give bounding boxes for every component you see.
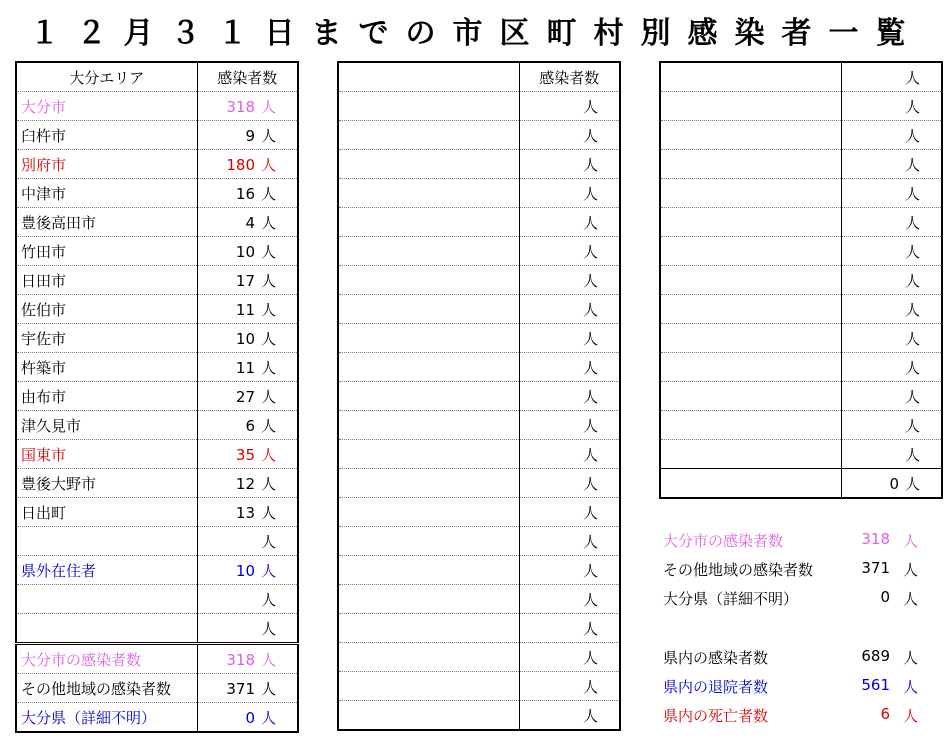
total-row [660,469,942,499]
table-row [338,701,620,731]
count-value: 11 [235,358,255,377]
header-area [338,62,519,92]
table-row [338,382,620,411]
area-name: 由布市 [16,382,197,411]
count-value: 11 [235,300,255,319]
area-name [338,643,519,672]
table-row [660,440,942,469]
unit-label: 人 [583,619,599,638]
summary-row [658,588,920,610]
unit-label: 人 [583,503,599,522]
table-row [660,295,942,324]
table-row [338,121,620,150]
area-name [660,237,841,266]
area-table-2 [337,61,621,731]
summary-value: 689 [861,647,890,665]
count-cell [197,703,298,733]
count-cell [197,644,298,674]
area-name [660,208,841,237]
table-row [338,556,620,585]
area-name [338,179,519,208]
area-name: 日田市 [16,266,197,295]
count-cell [197,266,298,295]
count-cell [841,266,942,295]
area-name: 大分市の感染者数 [16,644,197,674]
unit-label: 人 [583,416,599,435]
area-name [338,353,519,382]
area-name: 国東市 [16,440,197,469]
count-cell [519,179,620,208]
unit-label: 人 [583,126,599,145]
area-name [338,411,519,440]
unit-label: 人 [261,358,277,377]
count-cell [197,179,298,208]
area-name [338,498,519,527]
table-row [338,585,620,614]
count-value: 10 [235,329,255,348]
summary-value: 0 [880,588,890,606]
table-row [338,208,620,237]
unit-label: 人 [902,532,918,550]
area-name: 大分市 [16,92,197,121]
header-count: 感染者数 [217,68,278,87]
table-row [16,324,298,353]
summary-row [658,647,920,669]
area-name [338,266,519,295]
unit-label: 人 [905,329,921,348]
unit-label: 人 [261,300,277,319]
area-name [338,150,519,179]
unit-label: 人 [261,590,277,609]
unit-label: 人 [583,387,599,406]
count-cell [519,585,620,614]
count-cell [519,92,620,121]
summary-row [658,530,920,552]
summary-label: 県内の退院者数 [663,678,769,696]
count-cell [519,237,620,266]
unit-label: 人 [261,650,277,669]
count-cell [519,498,620,527]
unit-label: 人 [905,126,921,145]
unit-label: 人 [583,271,599,290]
table-row [16,382,298,411]
count-cell [197,121,298,150]
unit-label: 人 [583,155,599,174]
table-row [16,237,298,266]
unit-label: 人 [261,242,277,261]
unit-label: 人 [261,271,277,290]
unit-label: 人 [261,184,277,203]
area-name [660,440,841,469]
table-row [338,527,620,556]
oita-area-table [15,61,299,733]
unit-label: 人 [583,97,599,116]
count-value: 4 [245,213,255,232]
table-row [338,411,620,440]
count-cell [841,92,942,121]
table-row [16,469,298,498]
summary-row [658,676,920,698]
unit-label: 人 [902,707,918,725]
area-name [16,614,197,644]
count-cell [197,237,298,266]
table-row [660,237,942,266]
count-cell [197,614,298,644]
summary-row [658,559,920,581]
unit-label: 人 [583,474,599,493]
count-cell [519,411,620,440]
area-name: 豊後高田市 [16,208,197,237]
summary-row [658,705,920,727]
table-row [16,295,298,324]
area-name [660,150,841,179]
unit-label: 人 [261,532,277,551]
summary-label: その他地域の感染者数 [663,561,814,579]
summary-label: 県内の感染者数 [663,649,769,667]
summary-value: 318 [861,530,890,548]
table-row [338,266,620,295]
unit-label: 人 [261,708,277,727]
unit-label: 人 [902,678,918,696]
count-cell [519,266,620,295]
area-name [338,237,519,266]
unit-label: 人 [905,97,921,116]
area-name [338,527,519,556]
count-cell [197,498,298,527]
unit-label: 人 [261,445,277,464]
area-name [338,585,519,614]
unit-label: 人 [261,213,277,232]
area-name: 杵築市 [16,353,197,382]
area-name: 佐伯市 [16,295,197,324]
table-row [338,92,620,121]
area-name: 大分県（詳細不明） [16,703,197,733]
table-row [338,440,620,469]
unit-label: 人 [261,503,277,522]
table-row [16,179,298,208]
count-cell [197,469,298,498]
area-name [660,324,841,353]
unit-label: 人 [261,387,277,406]
table-row [660,266,942,295]
table-row [16,556,298,585]
count-value: 180 [226,155,255,174]
area-name: その他地域の感染者数 [16,674,197,703]
count-value: 35 [235,445,255,464]
unit-label: 人 [583,648,599,667]
unit-label: 人 [902,561,918,579]
count-cell [197,150,298,179]
count-cell [197,674,298,703]
count-cell [197,585,298,614]
area-name: 臼杵市 [16,121,197,150]
table-row [16,411,298,440]
unit-label: 人 [905,155,921,174]
unit-label: 人 [583,590,599,609]
count-cell [197,295,298,324]
area-name: 別府市 [16,150,197,179]
count-value: 371 [226,679,255,698]
unit-label: 人 [583,242,599,261]
table-row [338,614,620,643]
count-cell [519,121,620,150]
table-row [16,266,298,295]
summary-label: 県内の死亡者数 [663,707,769,725]
area-name [660,266,841,295]
table-row [660,324,942,353]
table-row [660,62,942,92]
table-header [338,62,620,92]
count-cell [841,411,942,440]
area-table-3 [659,61,943,499]
area-name [338,701,519,731]
count-value: 12 [235,474,255,493]
table-row [660,382,942,411]
count-cell [841,353,942,382]
count-cell [519,150,620,179]
area-name [338,295,519,324]
total-row [16,644,298,674]
table-row [16,353,298,382]
count-value: 17 [235,271,255,290]
unit-label: 人 [905,474,921,493]
unit-label: 人 [902,649,918,667]
unit-label: 人 [261,474,277,493]
unit-label: 人 [905,184,921,203]
count-value: 6 [245,416,255,435]
area-name [660,382,841,411]
table-row [660,208,942,237]
count-value: 0 [245,708,255,727]
table-row [16,92,298,121]
table-row [338,237,620,266]
area-name [338,382,519,411]
unit-label: 人 [905,300,921,319]
count-cell [197,324,298,353]
count-cell [519,295,620,324]
count-cell [841,382,942,411]
unit-label: 人 [905,445,921,464]
unit-label: 人 [905,242,921,261]
summary-value: 371 [861,559,890,577]
table-row [338,295,620,324]
count-cell [841,295,942,324]
count-cell [519,324,620,353]
header-count: 感染者数 [539,68,600,87]
count-cell [197,411,298,440]
area-name [338,469,519,498]
area-name [660,469,841,499]
count-cell [519,382,620,411]
area-name: 宇佐市 [16,324,197,353]
count-value: 0 [889,474,899,493]
header-area: 大分エリア [16,62,197,92]
count-cell [841,237,942,266]
area-name [338,614,519,643]
count-cell [519,556,620,585]
table-row [338,353,620,382]
count-cell [519,614,620,643]
unit-label: 人 [905,416,921,435]
unit-label: 人 [905,358,921,377]
unit-label: 人 [583,706,599,725]
area-name: 県外在住者 [16,556,197,585]
count-cell [519,672,620,701]
area-name [660,121,841,150]
unit-label: 人 [261,619,277,638]
table-row [660,411,942,440]
count-cell [519,208,620,237]
table-row [16,498,298,527]
unit-label: 人 [583,329,599,348]
area-name [16,585,197,614]
count-value: 318 [226,650,255,669]
unit-label: 人 [261,97,277,116]
table-row [16,585,298,614]
count-cell [519,527,620,556]
table-row [660,92,942,121]
count-cell [841,440,942,469]
area-name [338,208,519,237]
table-row [660,179,942,208]
unit-label: 人 [261,416,277,435]
unit-label: 人 [583,213,599,232]
count-value: 318 [226,97,255,116]
table-row [338,498,620,527]
unit-label: 人 [261,155,277,174]
unit-label: 人 [905,68,921,87]
unit-label: 人 [905,387,921,406]
area-name: 中津市 [16,179,197,208]
area-name [660,411,841,440]
area-name [660,295,841,324]
unit-label: 人 [261,561,277,580]
table-row [16,208,298,237]
table-row [338,150,620,179]
count-value: 10 [235,242,255,261]
table-row [660,150,942,179]
area-name [338,672,519,701]
count-value: 13 [235,503,255,522]
unit-label: 人 [583,445,599,464]
table-row [660,121,942,150]
total-row [16,674,298,703]
table-row [16,150,298,179]
area-name [660,92,841,121]
table-row [338,672,620,701]
table-row [16,440,298,469]
unit-label: 人 [261,679,277,698]
area-name: 日出町 [16,498,197,527]
count-cell [197,208,298,237]
area-name [338,121,519,150]
unit-label: 人 [583,300,599,319]
table-row [16,614,298,644]
count-cell [841,150,942,179]
area-name: 津久見市 [16,411,197,440]
table-row [338,643,620,672]
table-header [16,62,298,92]
count-cell [519,440,620,469]
area-name: 竹田市 [16,237,197,266]
unit-label: 人 [583,561,599,580]
area-name [660,179,841,208]
count-cell [519,353,620,382]
count-value: 27 [235,387,255,406]
count-cell [841,324,942,353]
area-name [660,62,841,92]
table-row [660,353,942,382]
area-name [338,556,519,585]
count-cell [841,62,942,92]
count-cell [197,382,298,411]
unit-label: 人 [583,532,599,551]
unit-label: 人 [583,358,599,377]
unit-label: 人 [261,329,277,348]
count-cell [841,469,942,499]
area-name [16,527,197,556]
count-cell [197,556,298,585]
area-name [338,324,519,353]
count-value: 9 [245,126,255,145]
count-cell [841,179,942,208]
count-cell [519,643,620,672]
summary-value: 561 [861,676,890,694]
count-cell [197,440,298,469]
table-row [16,527,298,556]
count-cell [197,92,298,121]
unit-label: 人 [902,590,918,608]
count-cell [519,701,620,731]
count-cell [197,353,298,382]
count-cell [197,527,298,556]
table-row [338,324,620,353]
table-row [338,469,620,498]
summary-label: 大分県（詳細不明） [663,590,799,608]
count-cell [519,469,620,498]
area-name [338,92,519,121]
table-row [16,121,298,150]
summary-value: 6 [880,705,890,723]
area-name [660,353,841,382]
unit-label: 人 [905,213,921,232]
page-title: １２月３１日までの市区町村別感染者一覧 [29,16,923,51]
area-name [338,440,519,469]
count-value: 10 [235,561,255,580]
unit-label: 人 [583,184,599,203]
table-row [338,179,620,208]
unit-label: 人 [905,271,921,290]
summary-label: 大分市の感染者数 [663,532,784,550]
total-row [16,703,298,733]
count-value: 16 [235,184,255,203]
count-cell [841,208,942,237]
count-cell [841,121,942,150]
area-name: 豊後大野市 [16,469,197,498]
unit-label: 人 [583,677,599,696]
unit-label: 人 [261,126,277,145]
